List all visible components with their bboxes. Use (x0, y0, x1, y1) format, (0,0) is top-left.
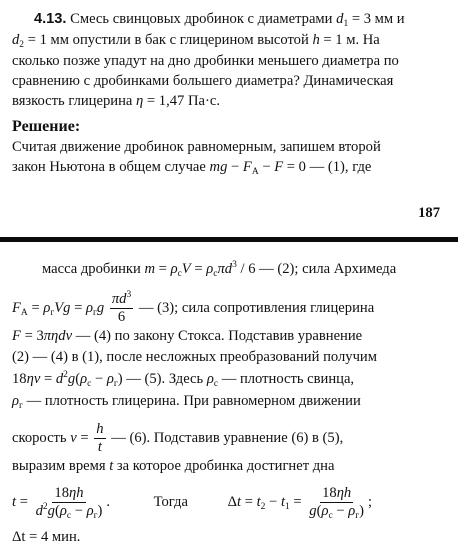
answer: Δt = 4 мин. (12, 529, 81, 545)
solution-heading: Решение (12, 118, 75, 135)
problem-number: 4.13. (34, 11, 67, 27)
page-divider (0, 237, 458, 242)
page-number: 187 (418, 205, 440, 221)
